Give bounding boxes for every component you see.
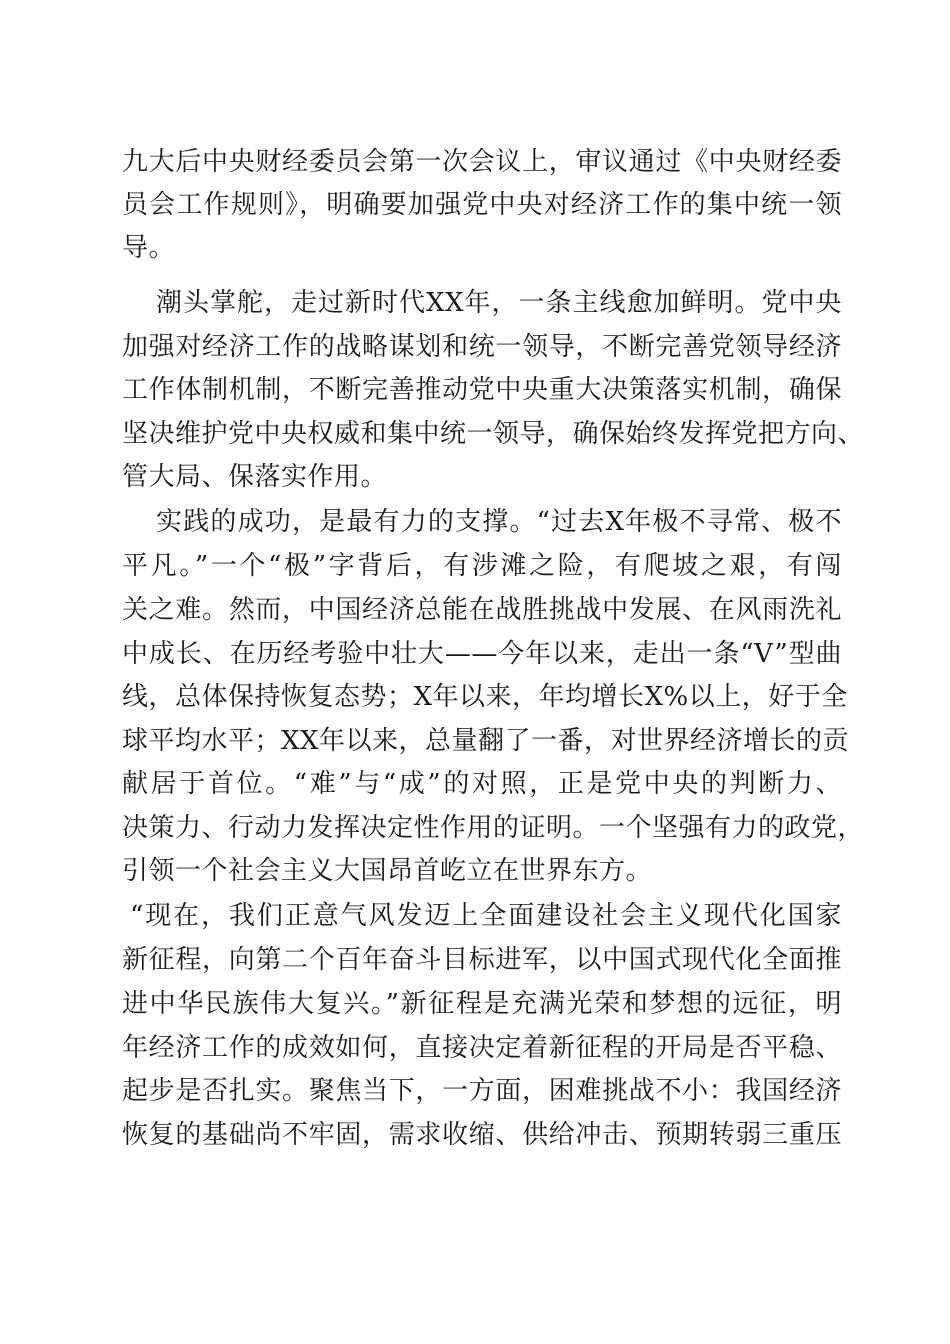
text-line: 导。	[122, 233, 176, 263]
text-line: 九大后中央财经委员会第一次会议上，审议通过《中央财经委	[122, 147, 842, 177]
text-line: 球平均水平；XX年以来，总量翻了一番，对世界经济增长的贡	[122, 726, 850, 756]
text-line: 起步是否扎实。聚焦当下，一方面，困难挑战不小：我国经济	[122, 1076, 842, 1106]
text-line: 线，总体保持恢复态势；X年以来，年均增长X%以上，好于全	[122, 682, 848, 712]
text-line: 坚决维护党中央权威和集中统一领导，确保始终发挥党把方向、	[122, 419, 865, 449]
text-line: 实践的成功，是最有力的支撑。“过去X年极不寻常、极不	[156, 507, 842, 537]
text-line: 决策力、行动力发挥决定性作用的证明。一个坚强有力的政党，	[122, 813, 865, 843]
text-line: 管大局、保落实作用。	[122, 462, 388, 492]
text-line: 加强对经济工作的战略谋划和统一领导，不断完善党领导经济	[122, 332, 842, 362]
text-line: 工作体制机制，不断完善推动党中央重大决策落实机制，确保	[122, 375, 842, 405]
text-line: “现在，我们正意气风发迈上全面建设社会主义现代化国家	[130, 901, 842, 931]
text-line: 年经济工作的成效如何，直接决定着新征程的开局是否平稳、	[122, 1033, 842, 1063]
text-line: 员会工作规则》，明确要加强党中央对经济工作的集中统一领	[122, 190, 842, 220]
text-line: 关之难。然而，中国经济总能在战胜挑战中发展、在风雨洗礼	[122, 595, 842, 625]
text-line: 恢复的基础尚不牢固，需求收缩、供给冲击、预期转弱三重压	[122, 1120, 842, 1150]
text-line: 引领一个社会主义大国昂首屹立在世界东方。	[122, 856, 653, 886]
text-line: 中成长、在历经考验中壮大——今年以来，走出一条“V”型曲	[122, 639, 842, 669]
text-line: 平凡。”一个“极”字背后，有涉滩之险，有爬坡之艰，有闯	[122, 551, 842, 581]
text-line: 献居于首位。“难”与“成”的对照，正是党中央的判断力、	[122, 769, 842, 799]
text-line: 潮头掌舵，走过新时代XX年，一条主线愈加鲜明。党中央	[156, 288, 842, 318]
text-line: 新征程，向第二个百年奋斗目标进军，以中国式现代化全面推	[122, 945, 842, 975]
text-line: 进中华民族伟大复兴。”新征程是充满光荣和梦想的远征，明	[122, 989, 842, 1019]
